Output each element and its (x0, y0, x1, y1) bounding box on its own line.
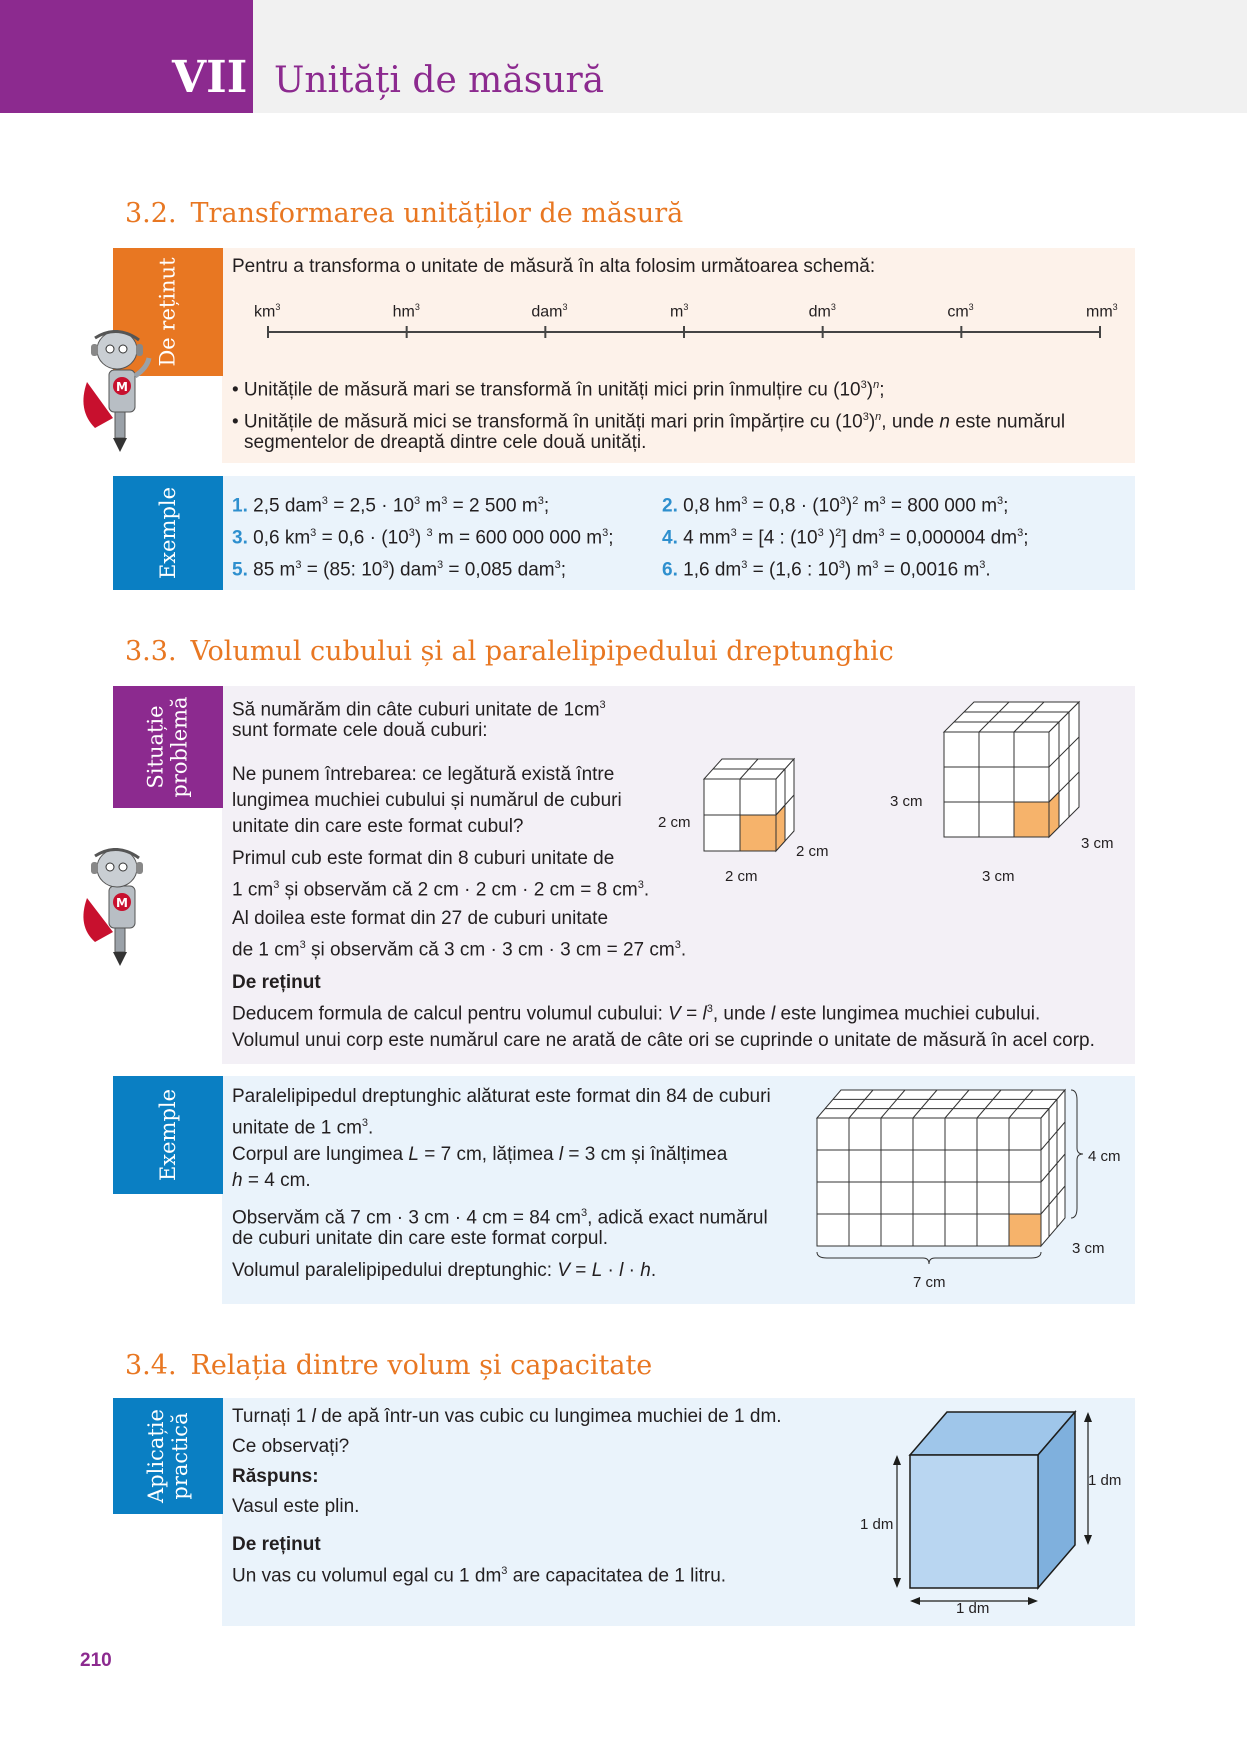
situatie-p4a: Al doilea este format din 27 de cuburi unitate (232, 908, 609, 929)
tab-label (144, 1409, 192, 1503)
tab-label (144, 696, 192, 797)
box-example-p2a: Corpul are lungimea L = 7 cm, lățimea l = 3 cm și înălțimea (232, 1144, 728, 1165)
tab-label: De reținut (156, 257, 180, 367)
mascot-robot-icon (75, 330, 165, 455)
situatie-p2c: unitate din care este format cubul? (232, 816, 524, 837)
situatie-p2b: lungimea muchiei cubului și numărul de cuburi (232, 790, 622, 811)
answer-label: Răspuns: (232, 1466, 319, 1487)
example-2: 2. 0,8 $hm^3 = 0,8 \cdot (10^3)^2$ $m^3 = 800$ 000 $m^3$; (662, 495, 1009, 517)
cube3-left-label: 3 cm (890, 793, 923, 810)
tab-label-line1: Aplicație (144, 1409, 168, 1503)
tab-label-line2: practică (168, 1412, 192, 1500)
unit-label-m: $m^3$ (670, 302, 689, 321)
example-5: 5. 85 $m^3 = (85$: $10^3$) dam$^3$ = 0,085 dam$^3$; (232, 559, 567, 581)
tab-situatie-problema (113, 686, 223, 808)
vessel-left-label: 1 dm (860, 1516, 894, 1533)
section-title-text: Relația dintre volum și capacitate (190, 1350, 653, 1381)
unit-label-dm: $dm^3$ (808, 302, 836, 321)
unit-label-cm: $cm^3$ (947, 302, 974, 321)
rule-multiply: • Unitățile de măsură mari se transformă în unități mici prin înmulțire cu $(10^3)^n$; (232, 379, 885, 401)
tab-label-line1: Situație (144, 705, 168, 789)
tab-label-line2: problemă (168, 696, 192, 798)
section-title-3-4 (125, 1350, 652, 1381)
box-example-p3a: Observăm că 7 cm · 3 cm · 4 cm = 84 $cm^3$, adică exact numărul (232, 1207, 768, 1229)
vessel-right-label: 1 dm (1088, 1472, 1122, 1489)
svg-text:M: M (116, 896, 128, 910)
cube-volume-formula: Deducem formula de calcul pentru volumul cubului: $V = l^3$, unde l este lungimea muchiei cubului. (232, 1003, 1041, 1025)
tab-label: Exemple (155, 486, 180, 580)
mascot-robot-icon (75, 848, 165, 968)
capacity-rule: Un vas cu volumul egal cu 1 $dm^3$ are capacitatea de 1 litru. (232, 1565, 727, 1587)
volume-definition: Volumul unui corp este numărul care ne arată de câte ori se cuprinde o unitate de măsură în acel corp. (232, 1030, 1095, 1051)
rule-divide-cont: segmentelor de dreaptă dintre cele două unități. (244, 432, 647, 453)
situatie-p1b: sunt formate cele două cuburi: (232, 720, 488, 741)
example-3: 3. 0,6 $km^3 = 0,6 \cdot (10^3)$ $^3$ m = 600 000 000 $m^3$; (232, 527, 614, 549)
situatie-p4b: de 1 $cm^3$ și observăm că 3 cm · 3 cm · 3 cm = 27 $cm^3$. (232, 939, 687, 961)
cuboid-length-label: 7 cm (913, 1274, 946, 1291)
section-title-text: Transformarea unităților de măsură (190, 198, 684, 229)
section-number: 3.4. (125, 1350, 177, 1381)
box-example-p3b: de cuburi unitate din care este format corpul. (232, 1228, 608, 1249)
cube-2cm-diagram (700, 755, 810, 865)
section-title-3-3 (125, 636, 894, 667)
cubic-vessel-diagram (880, 1405, 1110, 1625)
section-number: 3.3. (125, 636, 177, 667)
cube3-bottom-label: 3 cm (982, 868, 1015, 885)
answer-text: Vasul este plin. (232, 1496, 360, 1517)
cube2-depth-label: 2 cm (796, 843, 829, 860)
tab-label: Exemple (155, 1088, 180, 1182)
unit-label-mm: $mm^3$ (1086, 302, 1118, 321)
chapter-number: VII (172, 52, 248, 103)
practice-question: Turnați 1 l de apă într-un vas cubic cu lungimea muchiei de 1 dm. (232, 1406, 782, 1427)
cuboid-diagram (815, 1088, 1085, 1278)
cuboid-height-label: 4 cm (1088, 1148, 1121, 1165)
section-title-text: Volumul cubului și al paralelipipedului dreptunghic (190, 636, 894, 667)
section-number: 3.2. (125, 198, 177, 229)
example-6: 6. 1,6 $dm^3 = (1,6$ : $10^3$) $m^3 = 0,0016$ $m^3$. (662, 559, 991, 581)
cube3-depth-label: 3 cm (1081, 835, 1114, 852)
box-example-p2b: h = 4 cm. (232, 1170, 311, 1191)
situatie-p3a: Primul cub este format din 8 cuburi unitate de (232, 848, 615, 869)
example-1: 1. 2,5 $dam^3 = 2,5 \cdot 10^3$ $m^3 = 2$ 500 $m^3$; (232, 495, 550, 517)
situatie-p2a: Ne punem întrebarea: ce legătură există între (232, 764, 615, 785)
conversion-intro: Pentru a transforma o unitate de măsură în alta folosim următoarea schemă: (232, 256, 876, 277)
box-example-p1a: Paralelipipedul dreptunghic alăturat este format din 84 de cuburi (232, 1086, 771, 1107)
rule-divide: • Unitățile de măsură mici se transformă în unități mari prin împărțire cu $(10^3)^n$, unde n este numărul (232, 411, 1066, 433)
unit-label-dam: dam$^3$ (531, 302, 568, 321)
example-4: 4. 4 $mm^3 = [4$ : ($10^3$ )$^2$] $dm^3 = 0,000004$ $dm^3$; (662, 527, 1029, 549)
cube2-bottom-label: 2 cm (725, 868, 758, 885)
unit-label-km: $km^3$ (254, 302, 281, 321)
svg-text:M: M (116, 380, 128, 394)
cuboid-depth-label: 3 cm (1072, 1240, 1105, 1257)
retinut-label-3-4: De reținut (232, 1534, 321, 1555)
retinut-label-3-3: De reținut (232, 972, 321, 993)
unit-label-hm: $hm^3$ (392, 302, 420, 321)
situatie-p1a: Să numărăm din câte cuburi unitate de $1cm^3$ (232, 699, 606, 721)
chapter-title: Unități de măsură (274, 60, 605, 101)
page-number: 210 (80, 1650, 112, 1671)
tab-exemple (113, 1076, 223, 1194)
practice-question-2: Ce observați? (232, 1436, 350, 1457)
box-example-p1b: unitate de 1 $cm^3$. (232, 1117, 374, 1139)
vessel-bottom-label: 1 dm (956, 1600, 990, 1617)
cube-3cm-diagram (938, 700, 1088, 865)
box-volume-formula: Volumul paralelipipedului dreptunghic: V = L · l · h. (232, 1260, 657, 1281)
section-title-3-2 (125, 198, 683, 229)
situatie-p3b: 1 $cm^3$ și observăm că 2 cm · 2 cm · 2 cm = 8 $cm^3$. (232, 879, 650, 901)
tab-exemple (113, 476, 223, 590)
cube2-left-label: 2 cm (658, 814, 691, 831)
tab-aplicatie-practica (113, 1398, 223, 1514)
